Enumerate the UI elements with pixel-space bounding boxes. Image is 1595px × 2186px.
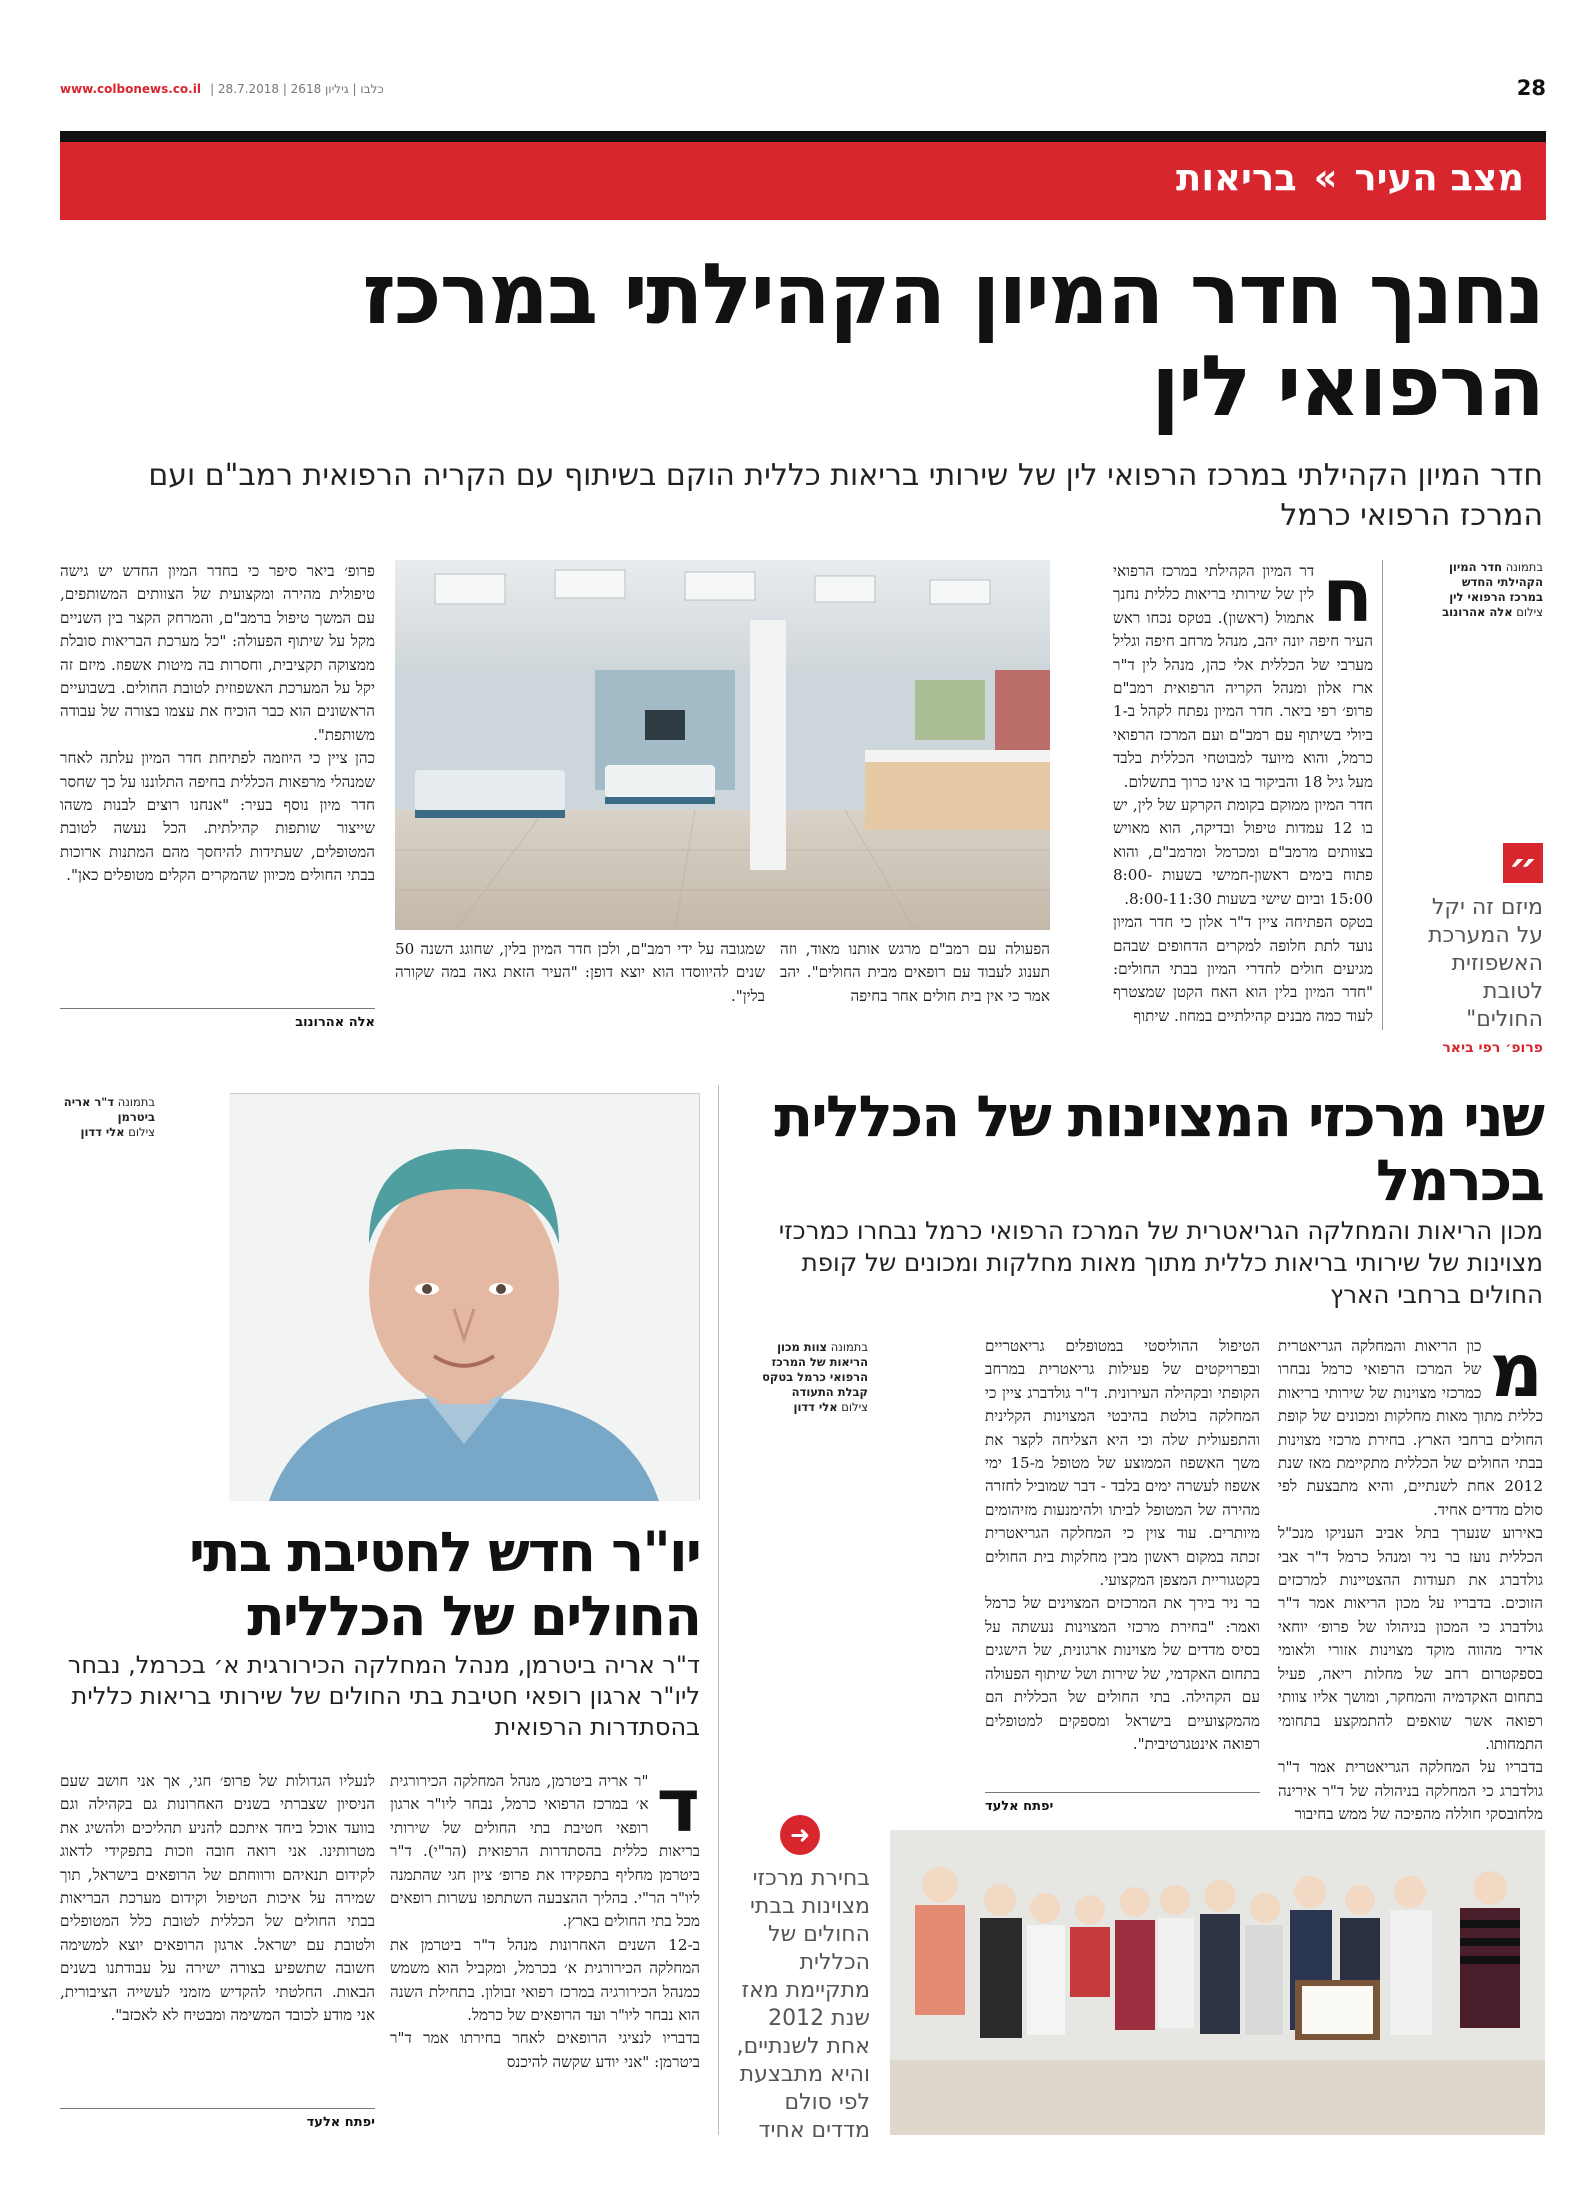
story3-byline: יפתח אלעד bbox=[60, 2108, 375, 2130]
story1-headline: נחנך חדר המיון הקהילתי במרכז הרפואי לין bbox=[362, 245, 1543, 435]
story2-byline: יפתח אלעד bbox=[985, 1792, 1260, 1814]
arrow-right-icon: ➜ bbox=[780, 1815, 820, 1855]
story3-caption-subject: ד"ר אריה ביטרמן bbox=[63, 1095, 155, 1124]
story1-dropcap: ח bbox=[1322, 553, 1373, 639]
story3-column-1: ד "ר אריה ביטרמן, מנהל המחלקה הכירורגית א׳ במרכז הרפואי כרמל, נבחר ליו"ר ארגון רופאי חטיבת בתי החולים של שירותי בריאות כללית בהסתדרות הרפואית (הר"י). ד"ר ביטרמן מחליף בתפקידו את פרופ׳ ציון חגי שהתמנה ליו"ר הר"י. בהליך ההצבעה השתתפו עשרות רופאים מכל בתי החולים בארץ. ב-12 השנים האחרונות מנהל ד"ר ביטרמן את המחלקה הכירורגית א׳ בכרמל, ומקביל הוא משמש כמנהל הכירורגיה במרכז רפואי זבולון. בתחילת השנה הוא נבחר ליו"ר ועד הרופאים של כרמל. בדבריו לנציגי הרופאים לאחר בחירתו אמר ד"ר ביטרמן: "אני יודע שקשה להיכנס bbox=[390, 1763, 700, 2071]
page-header bbox=[60, 78, 1546, 102]
issue-meta: | כלבו | גיליון 2618 | 28.7.2018 bbox=[210, 82, 384, 96]
story3-deck: ד"ר אריה ביטרמן, מנהל המחלקה הכירורגית א׳ בכרמל, נבחר ליו"ר ארגון רופאי חטיבת בתי החולים של שירותי בריאות כללית בהסתדרות הרפואית bbox=[67, 1651, 700, 1741]
story1-deck: חדר המיון הקהילתי במרכז הרפואי לין של שירותי בריאות כללית הוקם בשיתוף עם הקריה הרפואית רמב"ם ועם המרכז הרפואי כרמל bbox=[148, 458, 1543, 533]
story2-column-1: מ כון הריאות והמחלקה הגריאטרית של המרכז הרפואי כרמל נבחרו כמרכזי מצוינות של שירותי בריאות כללית מתוך מאות מחלקות ומכונים של קופת החולים ברחבי הארץ. בחירת מרכזי מצוינות בבתי החולים של הכללית מתקיימת מאז שנת 2012 אחת לשנתיים, והיא מתבצעת לפי סולם מדדים אחיד. באירוע שנערך בתל אביב העניקו מנכ"ל הכללית נועז בר ניר ומנהל כרמל ד"ר אבי גולדברג את תעודות ההצטיינות למרכזים הזוכים. בדבריו על מכון הריאות אמר ד"ר גולדברג כי המכון בניהולו של פרופ׳ יוחאי אדיר מהווה מוקד מצוינות אזורי ולאומי בספקטרום רחב של מחלות ריאה, פעיל בתחום האקדמיה והמחקר, ומושך אליו צוותי רפואה אשר שואפים להתמקצע בתחומי התמחותו. בדבריו על המחלקה הגריאטרית אמר ד"ר גולדברג כי המחלקה בניהולה של ד"ר אירינה מלחובסקי חוללה מהפיכה של ממש בחיבור bbox=[1278, 1328, 1543, 1824]
story1-quote: מיזם זה יקל על המערכת האשפוזית לטובת החולים" bbox=[1428, 895, 1543, 1032]
section-banner bbox=[60, 142, 1546, 220]
story1-photographer: אלה אהרונוב bbox=[1442, 605, 1513, 619]
story1-column-1: ח דר המיון הקהילתי במרכז הרפואי לין של שירותי בריאות כללית נחנך אתמול (ראשון). בטקס נכחו ראש העיר חיפה יונה יהב, מנהל מרחב חיפה וגליל מערבי של הכללית אלי כהן, מנהל לין ד"ר ארז אלון ומנהל הקריה הרפואית רמב"ם פרופ׳ רפי ביאר. חדר המיון נפתח לקהל ב-1 ביולי בשיתוף עם רמב"ם ועם המרכז הרפואי כרמל, והוא מיועד למבוטחי הכללית בלבד מעל גיל 18 והביקור בו אינו כרוך בתשלום. חדר המיון ממוקם בקומת הקרקע של לין, יש בו 12 עמדות טיפול ובדיקה, הוא מאויש בצוותים מרמב"ם ומכרמל ומרמב"ם, והוא פתוח בימים ראשון-חמישי בשעות 8:00-15:00 וביום שישי בשעות 8:00-11:30. בטקס הפתיחה ציין ד"ר אלון כי חדר המיון נועד לתת חלופה למקרים הדחופים שבהם מגיעים חולים לחדרי המיון בבתי החולים: "חדר המיון בלין הוא האח הקטן שמצטרף לעוד כמה מבנים קהילתיים במחוז. שיתוף bbox=[1113, 553, 1373, 1025]
quote-mark-icon: ״ bbox=[1503, 843, 1543, 883]
header-black-rule bbox=[60, 131, 1546, 142]
site-url[interactable]: www.colbonews.co.il bbox=[60, 82, 201, 96]
doctor-portrait-photo bbox=[230, 1093, 700, 1500]
story3-headline: יו"ר חדש לחטיבת בתי החולים של הכללית bbox=[188, 1520, 700, 1648]
story2-caption: בתמונה צוות מכון הריאות של המרכז הרפואי כרמל בטקס קבלת התעודה צילום אלי דדון bbox=[762, 1340, 868, 1414]
story1-quote-attrib: פרופ׳ רפי ביאר bbox=[1442, 1040, 1543, 1056]
story1-vertical-rule bbox=[1382, 560, 1383, 1030]
story1-quote-box bbox=[1421, 843, 1543, 1056]
story2-dropcap: מ bbox=[1489, 1328, 1543, 1414]
story3-column-2: לנעליו הגדולות של פרופ׳ חגי, אך אני חושב שעם הניסיון שצברתי בשנים האחרונות גם בקהילה וגם בוועד אוכל ביחד איתכם להניע תהליכים ולהשיג את מטרותינו. אני רואה חובה וזכות בתפקידי לדאוג לקידום תנאיהם ורווחתם של הרופאים בישראל, תוך שמירה על איכות הטיפול וקידום מערכת הבריאות בבתי החולים של הכללית לטובת כלל המטופלים ולטובת עם ישראל. ארגון הרופאים יוצא למשימה חשובה שתשפיע בצורה ישירה על עבודתנו בשנים הבאות. החלטתי להקדיש מזמני לעשייה הציבורית, אני מודע לכובד המשימה ומבטיח לא לאכזב". bbox=[60, 1772, 375, 2025]
story2-deck: מכון הריאות והמחלקה הגריאטרית של המרכז הרפואי כרמל נבחרו כמרכזי מצוינות של שירותי בריאות כללית מתוך מאות מחלקות ומכונים של קופת החולים ברחבי הארץ bbox=[778, 1216, 1543, 1309]
column-divider bbox=[718, 1085, 719, 2135]
story3-dropcap: ד bbox=[656, 1763, 700, 1849]
story2-column-2: הטיפול ההוליסטי במטופלים גריאטריים ובפרויקטים של פעילות גריאטרית במרחב הקופתי ובקהילה העירונית. ד"ר גולדברג ציין כי המחלקה בולטת בהיבטי המצוינות הקלינית והתפעולית שלה וכי היא הצליחה לקצר את משך האשפוז הממוצע של מטופל מ-15 ימי אשפוז לעשרה ימים בלבד - דבר שמוביל לחזרה מהירה של המטופל לביתו ולהימנעות מזיהומים מיותרים. עוד צוין כי המחלקה הגריאטרית זכתה במקום ראשון מבין מחלקות בית החולים בקטגוריית המצפן המקצועי. בר ניר בירך את המרכזים המצוינים של כרמל ואמר: "בחירת מרכזי המצוינות נעשתה על בסיס מדדים של מצוינות ארגונית, של הישגים בתחום האקדמי, של שירות ושל שיתוף הפעולה עם הקהילה. בתי החולים של הכללית הם מהמקצועיים בישראל ומספקים למטופלים רפואה אינטגרטיבית". bbox=[985, 1337, 1260, 1753]
story2-pull-quote: בחירת מרכזי מצוינות בבתי החולים של הכללית מתקיימת מאז שנת 2012 אחת לשנתיים, והיא מתבצעת לפי סולם מדדים אחיד bbox=[736, 1866, 870, 2143]
story2-pull-box bbox=[730, 1815, 870, 2145]
story1-caption-subject: חדר המיון הקהילתי החדש במרכז הרפואי לין bbox=[1448, 560, 1543, 604]
section-arrows: » bbox=[1313, 156, 1338, 199]
story2-caption-subject: צוות מכון הריאות של המרכז הרפואי כרמל בטקס קבלת התעודה bbox=[762, 1340, 868, 1399]
section-name: מצב העיר bbox=[1354, 156, 1524, 199]
er-room-photo bbox=[395, 560, 1050, 930]
team-group-photo bbox=[890, 1830, 1545, 2135]
story2-headline: שני מרכזי המצוינות של הכללית בכרמל bbox=[774, 1084, 1543, 1214]
story1-byline: אלה אהרונוב bbox=[60, 1008, 375, 1030]
story2-photographer: אלי דדון bbox=[793, 1400, 838, 1414]
story1-column-3: שמגובה על ידי רמב"ם, ולכן חדר המיון בלין, שחוגג השנה 50 שנים להיווסדו הוא יוצא דופן: "העיר הזאת גאה במה שקורה בלין". bbox=[395, 940, 765, 1005]
story1-caption: בתמונה חדר המיון הקהילתי החדש במרכז הרפואי לין צילום אלה אהרונוב bbox=[1442, 560, 1543, 619]
story1-column-2: הפעולה עם רמב"ם מרגש אותנו מאוד, וזה תענוג לעבוד עם רופאים מבית החולים". יהב אמר כי אין בית חולים אחר בחיפה bbox=[780, 940, 1050, 1005]
story3-caption: בתמונה ד"ר אריה ביטרמן צילום אלי דדון bbox=[63, 1095, 155, 1139]
page-number: 28 bbox=[1516, 76, 1546, 100]
story1-column-4: פרופ׳ ביאר סיפר כי בחדר המיון החדש יש גישה טיפולית מהירה ומקצועית של הצוותים המשותפים, עם המשך טיפול ברמב"ם, והמרחק הקצר בין השניים מקל על שיתוף הפעולה: "כל מערכת הבריאות סובלת ממצוקה תקציבית, וחסרות בה מיטות אשפוז. מיזם זה יקל על המערכת האשפוזית לטובת החולים. בשבועיים הראשונים הוא כבר הוכיח את עצמו בצורה של עבודה משותפת". כהן ציין כי היוזמה לפתיחת חדר המיון עלתה לאחר שמנהלי מרפאות הכללית בחיפה התלוננו על כך שחסר חדר מיון נוסף בעיר: "אנחנו רוצים לבנות משהו שייצור שותפות קהילתית. הכל נעשה לטובת המטופלים, שעתידות להיחסך מהם המתנות ארוכות בבתי החולים מכיוון שהמקרים הקלים מטופלים כאן". bbox=[60, 562, 375, 885]
story3-photographer: אלי דדון bbox=[80, 1125, 125, 1139]
section-sub: בריאות bbox=[1176, 156, 1297, 199]
